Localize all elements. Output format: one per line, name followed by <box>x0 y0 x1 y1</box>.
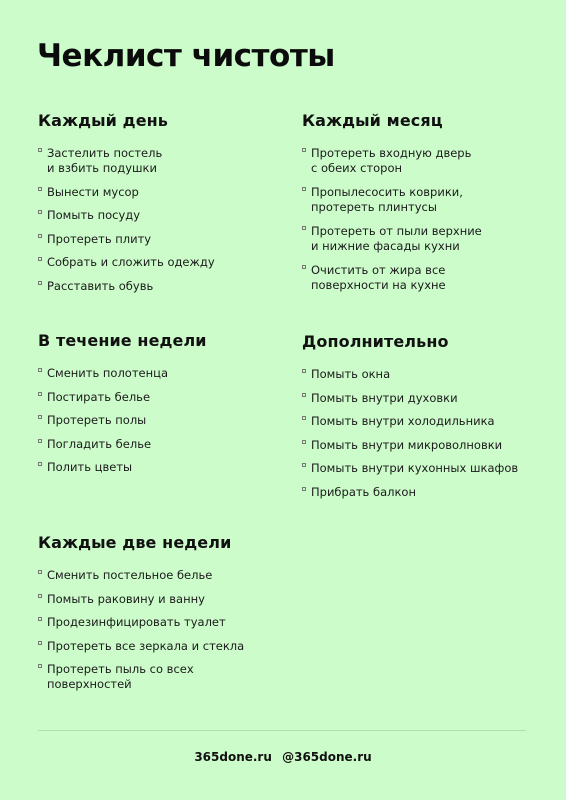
section-weekly <box>38 331 278 484</box>
checklist-item[interactable] <box>302 185 542 215</box>
checkbox-icon[interactable] <box>302 487 306 491</box>
checkbox-icon[interactable] <box>38 594 42 598</box>
section-heading: Каждые две недели <box>38 533 232 552</box>
checkbox-icon[interactable] <box>38 234 42 238</box>
checklist-item[interactable] <box>302 414 542 429</box>
checkbox-icon[interactable] <box>38 281 42 285</box>
checklist-item-label: Помыть окна <box>311 367 391 381</box>
checklist-item-label: Помыть внутри микроволновки <box>311 437 503 452</box>
checklist-item[interactable] <box>38 279 278 294</box>
checkbox-icon[interactable] <box>38 415 42 419</box>
checklist-item[interactable] <box>38 146 278 176</box>
checkbox-icon[interactable] <box>38 462 42 466</box>
checklist-item-label: Протереть пыль со всех поверхностей <box>47 662 194 691</box>
checklist-item-label: Погладить белье <box>47 436 152 451</box>
checklist-item-label: Постирать белье <box>47 389 151 404</box>
checklist-item-label: Прибрать балкон <box>311 484 416 499</box>
checkbox-icon[interactable] <box>38 664 42 668</box>
checklist-item-label: Расставить обувь <box>47 278 154 293</box>
checkbox-icon[interactable] <box>38 641 42 645</box>
checklist-item[interactable] <box>38 615 278 630</box>
checklist-item-label: Застелить постель и взбить подушки <box>47 146 163 175</box>
checkbox-icon[interactable] <box>302 187 306 191</box>
checkbox-icon[interactable] <box>38 570 42 574</box>
checklist-item[interactable] <box>302 438 542 453</box>
checkbox-icon[interactable] <box>302 148 306 152</box>
checklist-item[interactable] <box>38 185 278 200</box>
checkbox-icon[interactable] <box>38 439 42 443</box>
checklist <box>302 146 542 293</box>
checklist-item[interactable] <box>302 146 542 176</box>
section-heading: Дополнительно <box>302 332 449 351</box>
checkbox-icon[interactable] <box>302 393 306 397</box>
checklist-item[interactable] <box>38 255 278 270</box>
checklist <box>38 366 278 475</box>
checklist-item[interactable] <box>38 208 278 223</box>
checkbox-icon[interactable] <box>302 226 306 230</box>
checkbox-icon[interactable] <box>38 187 42 191</box>
checklist-item-label: Помыть раковину и ванну <box>47 591 205 606</box>
checklist-item-label: Протереть плиту <box>47 231 152 246</box>
section-monthly <box>302 111 542 302</box>
checklist-item[interactable] <box>302 224 542 254</box>
checklist-item-label: Сменить полотенца <box>47 366 169 380</box>
checklist-item-label: Протереть все зеркала и стекла <box>47 638 245 653</box>
checklist-item[interactable] <box>302 461 542 476</box>
checklist <box>302 367 542 500</box>
checklist-item[interactable] <box>302 263 542 293</box>
footer <box>0 750 566 764</box>
checklist-item-label: Помыть внутри духовки <box>311 390 458 405</box>
section-extra <box>302 332 542 508</box>
checkbox-icon[interactable] <box>38 368 42 372</box>
checklist-item[interactable] <box>302 485 542 500</box>
section-heading: Каждый день <box>38 111 169 130</box>
checklist-item-label: Протереть полы <box>47 413 147 427</box>
checkbox-icon[interactable] <box>38 257 42 261</box>
checkbox-icon[interactable] <box>38 392 42 396</box>
checklist-item-label: Помыть посуду <box>47 208 141 222</box>
section-daily <box>38 111 278 302</box>
checklist-item-label: Вынести мусор <box>47 184 139 199</box>
checklist-item[interactable] <box>38 366 278 381</box>
checklist-item[interactable] <box>38 568 278 583</box>
checklist-item-label: Продезинфицировать туалет <box>47 615 226 629</box>
checklist-item-label: Сменить постельное белье <box>47 568 213 582</box>
checklist-item-label: Протереть от пыли верхние и нижние фасады кухни <box>311 224 482 253</box>
checkbox-icon[interactable] <box>302 265 306 269</box>
checklist-item[interactable] <box>38 232 278 247</box>
checkbox-icon[interactable] <box>302 416 306 420</box>
checklist-item[interactable] <box>302 391 542 406</box>
checklist-item-label: Помыть внутри кухонных шкафов <box>311 461 519 475</box>
footer-divider <box>38 730 526 731</box>
checkbox-icon[interactable] <box>38 148 42 152</box>
checklist-item[interactable] <box>38 413 278 428</box>
checklist-item[interactable] <box>38 437 278 452</box>
checklist-item[interactable] <box>38 460 278 475</box>
checklist-item[interactable] <box>38 639 278 654</box>
checkbox-icon[interactable] <box>38 210 42 214</box>
section-heading: Каждый месяц <box>302 111 443 130</box>
checklist-item[interactable] <box>38 592 278 607</box>
checklist-item-label: Помыть внутри холодильника <box>311 414 495 428</box>
checklist-item[interactable] <box>38 662 278 692</box>
social-handle[interactable]: @365done.ru <box>282 750 372 764</box>
checkbox-icon[interactable] <box>38 617 42 621</box>
checklist-item-label: Собрать и сложить одежду <box>47 255 215 269</box>
checkbox-icon[interactable] <box>302 369 306 373</box>
section-biweekly <box>38 533 278 701</box>
checklist-item-label: Очистить от жира все поверхности на кухне <box>311 263 446 292</box>
checklist-item-label: Пропылесосить коврики, протереть плинтусы <box>311 185 463 214</box>
checklist-item-label: Протереть входную дверь с обеих сторон <box>311 146 472 175</box>
checkbox-icon[interactable] <box>302 463 306 467</box>
checklist <box>38 146 278 294</box>
checklist-item[interactable] <box>302 367 542 382</box>
page-title: Чеклист чистоты <box>37 38 335 74</box>
site-link[interactable]: 365done.ru <box>194 750 272 764</box>
section-heading: В течение недели <box>38 331 207 350</box>
checklist-item-label: Полить цветы <box>47 460 133 474</box>
checklist <box>38 568 278 692</box>
checkbox-icon[interactable] <box>302 440 306 444</box>
checklist-item[interactable] <box>38 390 278 405</box>
